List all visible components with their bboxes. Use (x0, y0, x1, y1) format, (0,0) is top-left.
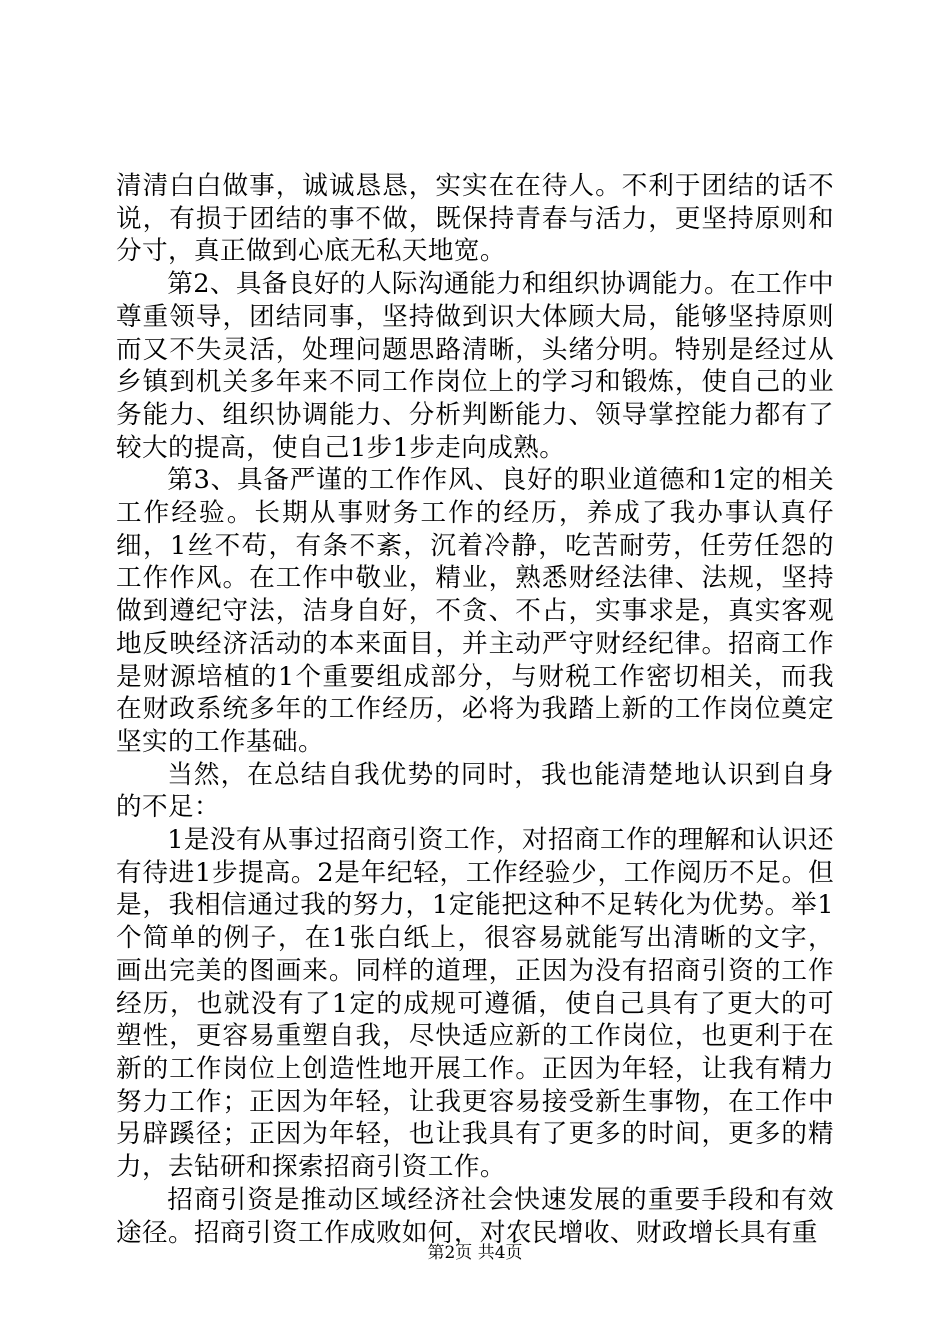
paragraph-communication-skills: 第2、具备良好的人际沟通能力和组织协调能力。在工作中尊重领导，团结同事，坚持做到识大体顾大局，能够坚持原则而又不失灵活，处理问题思路清晰，头绪分明。特别是经过从乡镇到机关多年来不同工作岗位上的学习和锻炼，使自己的业务能力、组织协调能力、分析判断能力、领导掌控能力都有了较大的提高，使自己1步1步走向成熟。 (116, 269, 834, 463)
paragraph-investment: 招商引资是推动区域经济社会快速发展的重要手段和有效途径。招商引资工作成败如何，对农民增收、财政增长具有重 (116, 1184, 834, 1248)
paragraph-shortcomings: 1是没有从事过招商引资工作，对招商工作的理解和认识还有待进1步提高。2是年纪轻，工作经验少，工作阅历不足。但是，我相信通过我的努力，1定能把这种不足转化为优势。举1个简单的例子，在1张白纸上，很容易就能写出清晰的文字，画出完美的图画来。同样的道理，正因为没有招商引资的工作经历，也就没有了1定的成规可遵循，使自己具有了更大的可塑性，更容易重塑自我，尽快适应新的工作岗位，也更利于在新的工作岗位上创造性地开展工作。正因为年轻，让我有精力努力工作；正因为年轻，让我更容易接受新生事物，在工作中另辟蹊径；正因为年轻，也让我具有了更多的时间，更多的精力，去钻研和探索招商引资工作。 (116, 825, 834, 1183)
page-number-footer: 第2页 共4页 (427, 1243, 523, 1263)
paragraph-continuation: 清清白白做事，诚诚恳恳，实实在在待人。不利于团结的话不说，有损于团结的事不做，既保持青春与活力，更坚持原则和分寸，真正做到心底无私天地宽。 (116, 171, 834, 267)
paragraph-shortcomings-intro: 当然，在总结自我优势的同时，我也能清楚地认识到自身的不足： (116, 759, 834, 823)
paragraph-work-style: 第3、具备严谨的工作作风、良好的职业道德和1定的相关工作经验。长期从事财务工作的经历，养成了我办事认真仔细，1丝不苟，有条不紊，沉着冷静，吃苦耐劳，任劳任怨的工作作风。在工作中敬业，精业，熟悉财经法律、法规，坚持做到遵纪守法，洁身自好，不贪、不占，实事求是，真实客观地反映经济活动的本来面目，并主动严守财经纪律。招商工作是财源培植的1个重要组成部分，与财税工作密切相关，而我在财政系统多年的工作经历，必将为我踏上新的工作岗位奠定坚实的工作基础。 (116, 465, 834, 757)
document-body (116, 170, 834, 1249)
